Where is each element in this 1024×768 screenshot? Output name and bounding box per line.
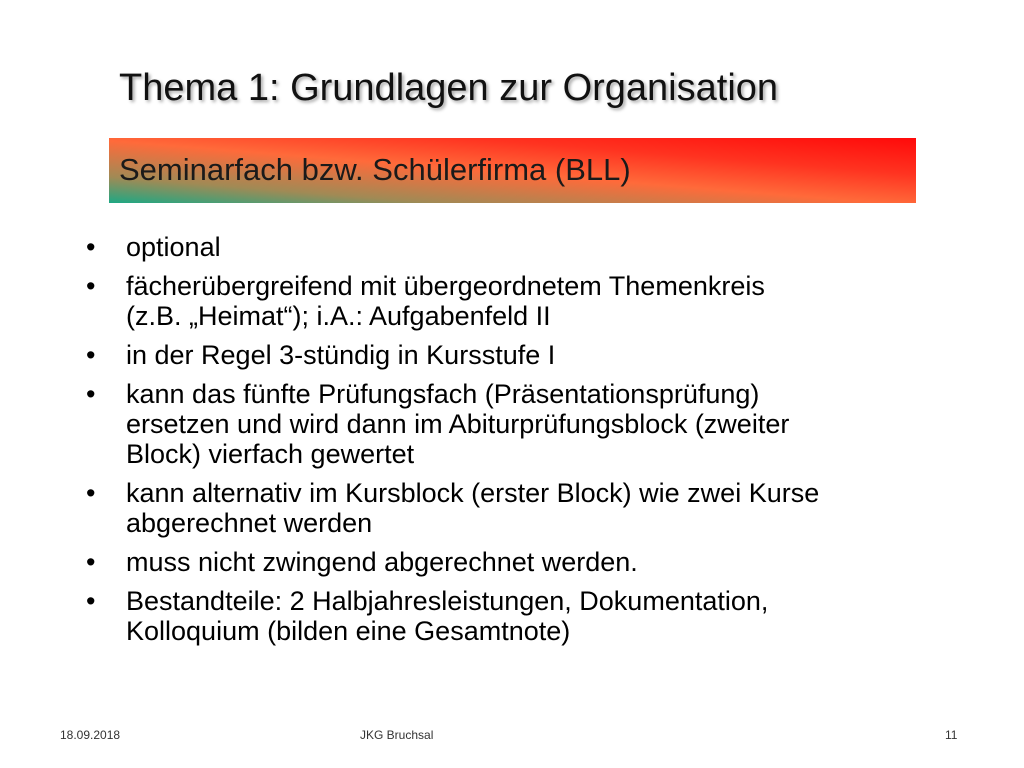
bullet-dot-icon: • xyxy=(86,232,96,262)
bullet-item xyxy=(84,340,944,370)
footer-date: 18.09.2018 xyxy=(60,728,121,742)
bullet-text-line: muss nicht zwingend abgerechnet werden. xyxy=(126,547,638,577)
bullet-item xyxy=(84,232,944,262)
bullet-text-line: Block) vierfach gewertet xyxy=(126,439,415,469)
bullet-dot-icon: • xyxy=(86,340,96,370)
bullet-item xyxy=(84,478,944,538)
bullet-item xyxy=(84,271,944,331)
bullet-text-line: Kolloquium (bilden eine Gesamtnote) xyxy=(126,616,571,646)
bullet-dot-icon: • xyxy=(86,547,96,577)
page-number: 11 xyxy=(945,728,958,742)
bullet-dot-icon: • xyxy=(86,271,96,301)
bullet-dot-icon: • xyxy=(86,478,96,508)
bullet-item xyxy=(84,547,944,577)
bullet-list xyxy=(84,232,944,655)
bullet-text-line: kann das fünfte Prüfungsfach (Präsentationsprüfung) xyxy=(126,379,760,409)
bullet-text-line: Bestandteile: 2 Halbjahresleistungen, Dokumentation, xyxy=(126,586,769,616)
bullet-dot-icon: • xyxy=(86,586,96,616)
bullet-text-line: in der Regel 3-stündig in Kursstufe I xyxy=(126,340,556,370)
bullet-item xyxy=(84,379,944,469)
bullet-text-line: ersetzen und wird dann im Abiturprüfungsblock (zweiter xyxy=(126,409,790,439)
bullet-text-line: optional xyxy=(126,232,221,262)
bullet-text-line: kann alternativ im Kursblock (erster Block) wie zwei Kurse xyxy=(126,478,820,508)
subtitle-banner xyxy=(109,138,916,203)
bullet-text-line: (z.B. „Heimat“); i.A.: Aufgabenfeld II xyxy=(126,301,551,331)
bullet-text-line: abgerechnet werden xyxy=(126,508,373,538)
bullet-dot-icon: • xyxy=(86,379,96,409)
bullet-text-line: fächerübergreifend mit übergeordnetem Themenkreis xyxy=(126,271,765,301)
slide-subtitle: Seminarfach bzw. Schülerfirma (BLL) xyxy=(119,152,631,187)
footer-organization: JKG Bruchsal xyxy=(360,728,434,742)
bullet-item xyxy=(84,586,944,646)
slide-title: Thema 1: Grundlagen zur Organisation xyxy=(119,67,779,109)
